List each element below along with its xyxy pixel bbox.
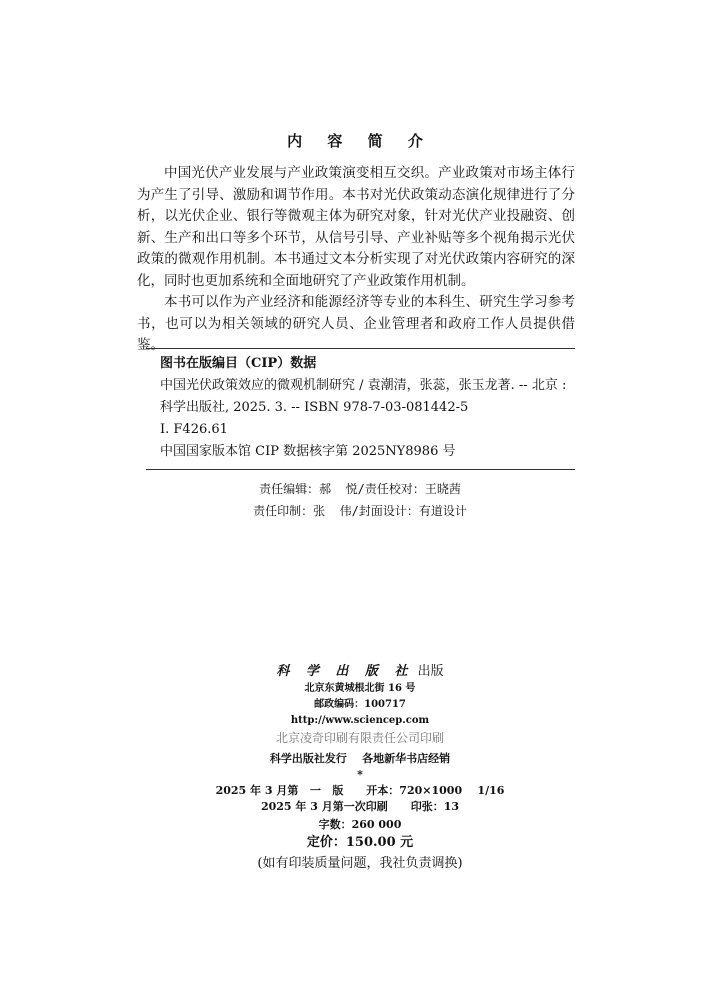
separator-star: * xyxy=(357,768,363,781)
cip-record: 中国国家版本馆 CIP 数据核字第 2025NY8986 号 xyxy=(160,444,456,459)
quality-note: (如有印装质量问题，我社负责调换) xyxy=(257,856,463,871)
printing-line: 2025 年 3 月第一次印刷 印张：13 xyxy=(260,800,460,813)
publisher-name-suffix: 出版 xyxy=(417,664,444,679)
summary-paragraph-1: 中国光伏产业发展与产业政策演变相互交织。产业政策对市场主体行为产生了引导、激励和调节作用。本书对光伏政策动态演化规律进行了分析，以光伏企业、银行等微观主体为研究对象，针对光伏产业投融资、创新、生产和出口等多个环节，从信号引导、产业补贴等多个视角揭示光伏政策的微观作用机制。本书通过文本分析实现了对光伏政策内容研究的深化，同时也更加系统和全面地研究了产业政策作用机制。 xyxy=(137,165,575,289)
publisher-logo: 科 学 出 版 社 xyxy=(276,664,414,679)
cip-entry: 中国光伏政策效应的微观机制研究 / 袁潮清，张蕊，张玉龙著. -- 北京 : 科学出版社, 2025. 3. -- ISBN 978-7-03-081442-5 xyxy=(160,378,567,415)
cip-top-rule xyxy=(146,348,575,349)
distribution-line: 科学出版社发行 各地新华书店经销 xyxy=(269,752,451,765)
staff-line-1: 责任编辑：郝 悦/责任校对：王晓茜 xyxy=(259,482,461,496)
cip-block xyxy=(160,353,575,463)
price-line: 定价：150.00 元 xyxy=(306,835,414,850)
cip-classification: Ⅰ. F426.61 xyxy=(160,422,228,437)
staff-credits xyxy=(0,478,720,522)
staff-line-2: 责任印制：张 伟/封面设计：有道设计 xyxy=(253,504,467,518)
edition-line: 2025 年 3 月第 一 版 开本：720×1000 1/16 xyxy=(215,784,505,797)
summary-paragraph-2: 本书可以作为产业经济和能源经济等专业的本科生、研究生学习参考书，也可以为相关领域的研究人员、企业管理者和政府工作人员提供借鉴。 xyxy=(137,294,575,353)
cip-heading: 图书在版编目（CIP）数据 xyxy=(160,356,317,371)
publisher-postcode: 邮政编码：100717 xyxy=(314,699,406,710)
cip-bottom-rule xyxy=(146,469,575,470)
publisher-block xyxy=(0,663,720,875)
word-count: 字数：260 000 xyxy=(318,818,402,831)
summary-title: 内 容 简 介 xyxy=(287,132,433,150)
summary-body xyxy=(137,163,575,357)
publisher-name-line xyxy=(0,663,720,681)
publisher-website: http://www.sciencep.com xyxy=(290,715,430,726)
publisher-address: 北京东黄城根北街 16 号 xyxy=(304,683,416,694)
printer-line: 北京凌奇印刷有限责任公司印刷 xyxy=(275,731,444,745)
